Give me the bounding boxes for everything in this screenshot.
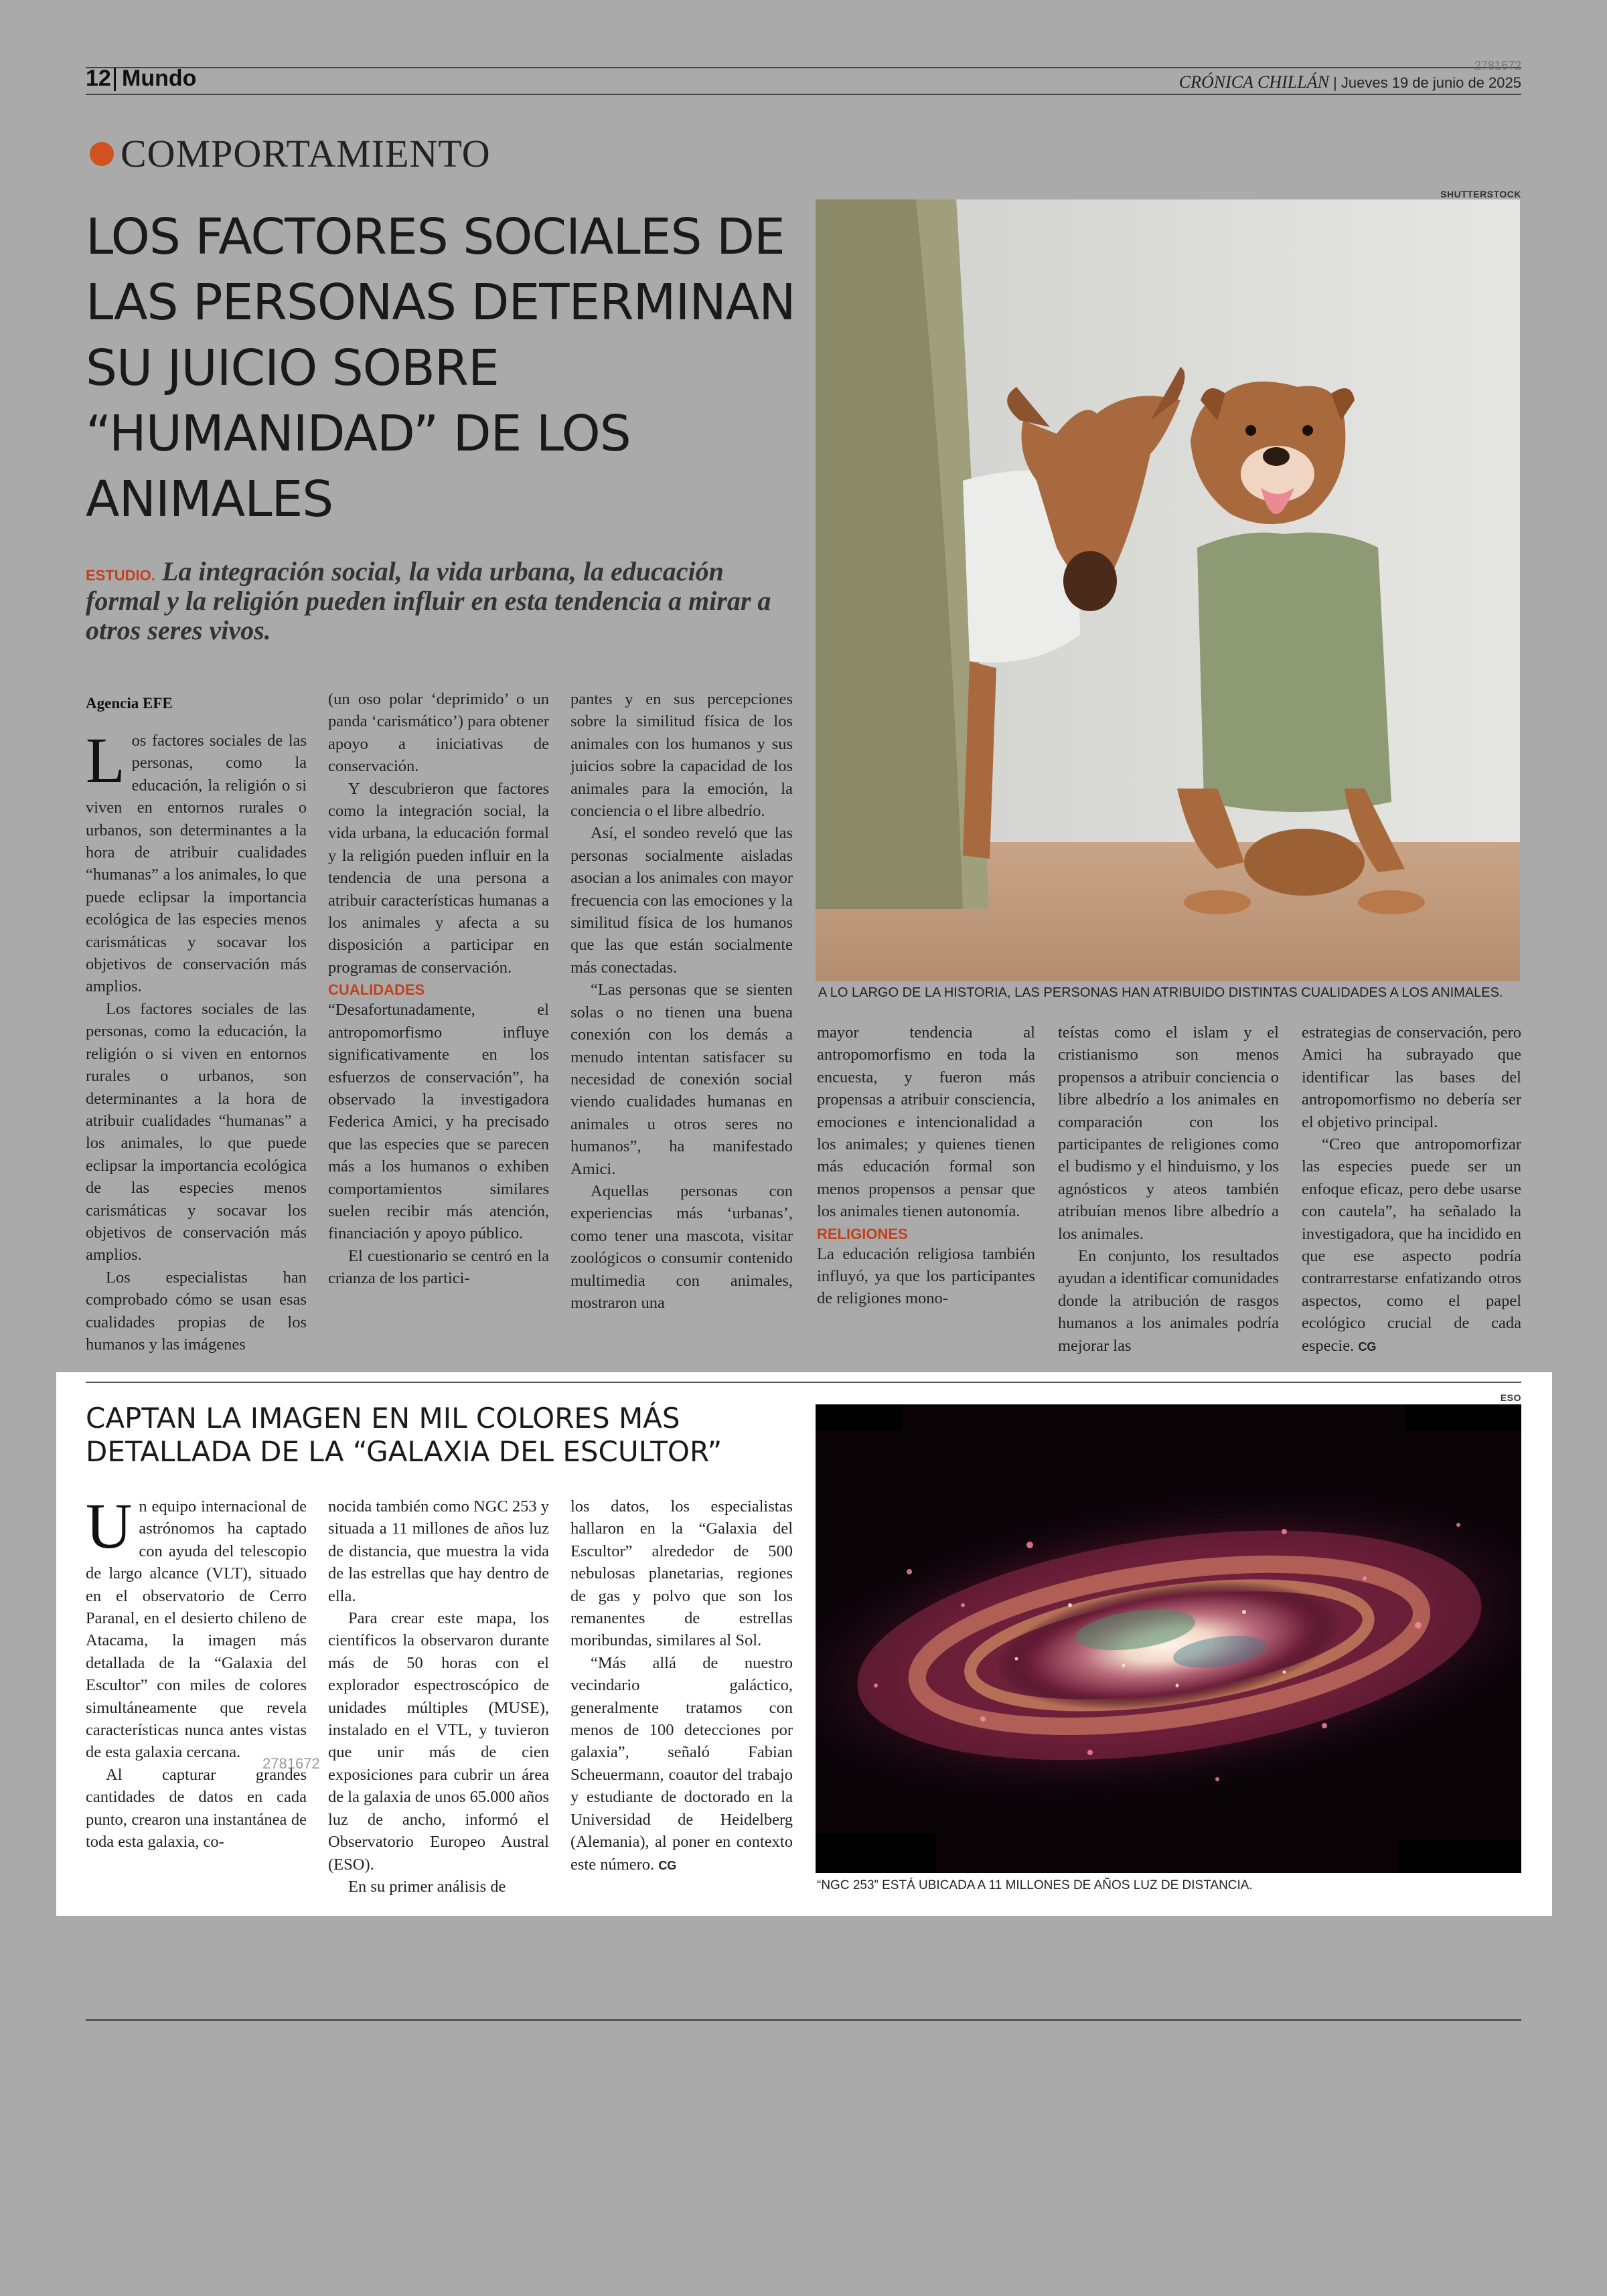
brief-column-2: [328, 1495, 549, 1898]
brief-stamp: 2781672: [262, 1755, 320, 1772]
paragraph: Aquellas personas con experiencias más ‘urbanas’, como tener una mascota, visitar zoológicos o consumir contenido multimedia con animales, mostraron una: [570, 1181, 793, 1312]
end-mark-icon: CG: [1358, 1339, 1377, 1354]
paragraph: Los especialistas han comprobado cómo se usan esas cualidades propias de los humanos y las imágenes: [86, 1268, 307, 1354]
paragraph: Al capturar grandes cantidades de datos en cada punto, crearon una instantánea de toda esta galaxia, co-: [86, 1765, 307, 1852]
deck-label: ESTUDIO.: [86, 567, 155, 584]
header-divider: [114, 68, 116, 91]
paragraph: Para crear este mapa, los científicos la observaron durante más de 50 horas con el explorador espectroscópico de unidades múltiples (MUSE), instalado en el VTL, y tuvieron que unir más de cien exposiciones para cubrir un área de la galaxia de unos 65.000 años luz de ancho, informó el Observatorio Europeo Austral (ESO).: [328, 1609, 549, 1874]
paragraph: (un oso polar ‘deprimido’ o un panda ‘carismático’) para obtener apoyo a iniciativas de conservación.: [328, 690, 549, 776]
lead-paragraph: [86, 724, 307, 998]
paragraph: estrategias de conservación, pero Amici ha subrayado que identificar las bases del antropomorfismo no debería ser el objetivo principal.: [1302, 1023, 1521, 1131]
masthead-date: CRÓNICA CHILLÁN | Jueves 19 de junio de 2025: [1178, 72, 1521, 92]
brief-photo-credit: ESO: [1500, 1392, 1521, 1403]
page-number: 12: [86, 66, 111, 91]
paragraph: Y descubrieron que factores como la integración social, la vida urbana, la educación formal y la religión pueden influir en la tendencia de una persona a atribuir características humanas a los animales y afecta a su disposición a participar en programas de conservación.: [328, 779, 549, 977]
newspaper-name: CRÓNICA CHILLÁN: [1178, 72, 1329, 92]
paragraph: En conjunto, los resultados ayudan a identificar comunidades donde la atribución de rasgos humanos a los animales podría mejorar las: [1058, 1247, 1279, 1355]
brief-top-rule: [86, 1382, 1521, 1383]
dogs-photo: [816, 199, 1520, 981]
brief-lead-text: n equipo internacional de astrónomos ha captado con ayuda del telescopio de largo alcance (VLT), situado en el observatorio de Cerro Paranal, en el desierto chileno de Atacama, la imagen más detallada de la “Galaxia del Escultor” con miles de colores simultáneamente que revela características nunca antes vistas de esta galaxia cercana.: [86, 1497, 307, 1762]
paragraph: teístas como el islam y el cristianismo son menos propensos a atribuir conciencia o libre albedrío a los animales en comparación con los participantes de religiones como el budismo y el hinduismo, y los agnósticos y ateos también atribuían menos libre albedrío a los animales.: [1058, 1023, 1279, 1243]
issue-date: Jueves 19 de junio de 2025: [1341, 74, 1521, 91]
galaxy-illustration: [816, 1404, 1521, 1873]
brief-column-3: [570, 1495, 793, 1876]
brief-closing-text: “Más allá de nuestro vecindario galáctico, generalmente tratamos con menos de 100 detecciones por galaxia”, señaló Fabian Scheuermann, coautor del trabajo y estudiante de doctorado en la Universidad de Heidelberg (Alemania), al poner en contexto este número.: [570, 1653, 793, 1874]
brief-column-1: [86, 1490, 307, 1854]
photo-caption: A LO LARGO DE LA HISTORIA, LAS PERSONAS HAN ATRIBUIDO DISTINTAS CUALIDADES A LOS ANIMALES.: [818, 985, 1503, 1000]
paragraph: pantes y en sus percepciones sobre la similitud física de los animales con los humanos y sus juicios sobre la capacidad de los animales para la emoción, la conciencia o el libre albedrío.: [570, 690, 793, 821]
kicker: COMPORTAMIENTO: [121, 132, 491, 175]
deck-text: La integración social, la vida urbana, la educación formal y la religión pueden influir en esta tendencia a mirar a otros seres vivos.: [86, 556, 771, 645]
deck: [86, 557, 802, 645]
drop-cap: L: [86, 724, 125, 796]
paragraph: El cuestionario se centró en la crianza de los partici-: [328, 1246, 549, 1288]
article-column-3: [570, 688, 793, 1314]
paragraph: “Las personas que se sienten solas o no tienen una buena conexión con los demás a menudo intentan satisfacer su necesidad de conexión social viendo cualidades humanas en animales u otros seres no humanos”, ha manifestado Amici.: [570, 981, 793, 1178]
paragraph: La educación religiosa también influyó, ya que los participantes de religiones mono-: [817, 1244, 1035, 1308]
photo-credit: SHUTTERSTOCK: [1440, 189, 1521, 199]
byline: Agencia EFE: [86, 695, 173, 712]
subhead-cualidades: CUALIDADES: [328, 981, 425, 999]
galaxy-photo: [816, 1404, 1521, 1873]
article-column-5: [1058, 1021, 1279, 1357]
article-column-2: [328, 688, 549, 1290]
closing-text: “Creo que antropomorfizar las especies puede ser un enfoque eficaz, pero debe usarse con cautela”, ha señalado la investigadora, que ha incidido en que ese aspecto podría contrarrestarse enfatizando otros aspectos, como el papel ecológico crucial de cada especie.: [1302, 1135, 1521, 1355]
dogs-illustration: [816, 199, 1520, 981]
paragraph: Así, el sondeo reveló que las personas socialmente aisladas asocian a los animales con mayor frecuencia con las emociones y la similitud física de los humanos que las que están socialmente más conectadas.: [570, 824, 793, 977]
brief-photo-caption: “NGC 253” ESTÁ UBICADA A 11 MILLONES DE AÑOS LUZ DE DISTANCIA.: [817, 1878, 1253, 1892]
paragraph: En su primer análisis de: [348, 1877, 506, 1896]
paragraph: [570, 1652, 793, 1876]
paragraph: [1302, 1133, 1521, 1357]
paragraph: Los factores sociales de las personas, como la educación, la religión o si viven en entornos rurales o urbanos, son determinantes a la hora de atribuir cualidades “humanas” a los animales, lo que puede eclipsar la importancia ecológica de las especies menos carismáticas y socavar los objetivos de conservación más amplios.: [86, 999, 307, 1264]
section-name: Mundo: [122, 66, 197, 91]
paragraph: “Desafortunadamente, el antropomorfismo influye significativamente en los esfuerzos de conservación”, ha observado la investigadora Federica Amici, y ha precisado que las especies que se parecen más a los humanos o exhiben comportamientos similares suelen recibir más atención, financiación y apoyo público.: [328, 1001, 549, 1243]
page-footer-rule: [86, 2019, 1521, 2021]
paragraph: mayor tendencia al antropomorfismo en toda la encuesta, y fueron más propensas a atribuir consciencia, emociones e intencionalidad a los animales; y quienes tienen más educación formal son menos propensos a pensar que los animales tienen autonomía.: [817, 1023, 1035, 1221]
brief-lead: [86, 1490, 307, 1764]
headline: LOS FACTORES SOCIALES DE LAS PERSONAS DETERMINAN SU JUICIO SOBRE “HUMANIDAD” DE LOS ANIMALES: [86, 208, 795, 528]
article-column-6: [1302, 1021, 1521, 1357]
brief-headline: CAPTAN LA IMAGEN EN MIL COLORES MÁS DETALLADA DE LA “GALAXIA DEL ESCULTOR”: [86, 1402, 722, 1468]
lead-text: os factores sociales de las personas, como la educación, la religión o si viven en entornos rurales o urbanos, son determinantes a la hora de atribuir cualidades “humanas” a los animales, lo que puede eclipsar la importancia ecológica de las especies menos carismáticas y socavar los objetivos de conservación más amplios.: [86, 732, 307, 996]
page-code: 2781672: [1474, 59, 1521, 72]
brief-drop-cap: U: [86, 1490, 133, 1562]
kicker-bullet-icon: [90, 142, 114, 166]
article-column-4: [817, 1021, 1035, 1310]
paragraph: los datos, los especialistas hallaron en la “Galaxia del Escultor” alrededor de 500 nebulosas planetarias, regiones de gas y polvo que son los remanentes de estrellas moribundas, similares al Sol.: [570, 1497, 793, 1650]
subhead-religiones: RELIGIONES: [817, 1225, 908, 1242]
paragraph: nocida también como NGC 253 y situada a 11 millones de años luz de distancia, que muestra la vida de las estrellas que hay dentro de ella.: [328, 1497, 550, 1605]
article-column-1: [86, 695, 307, 1356]
brief-end-mark-icon: CG: [658, 1858, 677, 1872]
